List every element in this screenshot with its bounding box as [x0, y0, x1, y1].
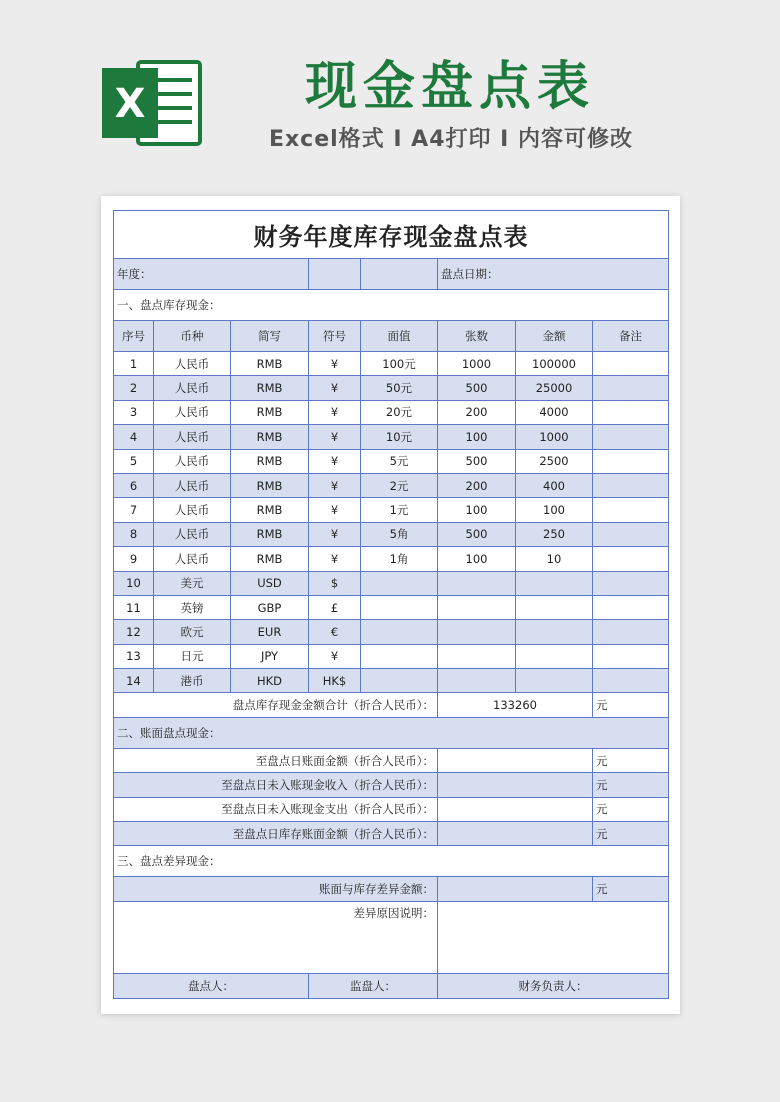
row-remark[interactable]: [593, 547, 669, 571]
row-count[interactable]: 200: [438, 400, 516, 424]
row-symbol: ¥: [309, 376, 361, 400]
row-remark[interactable]: [593, 571, 669, 595]
book-row-unit: 元: [593, 748, 669, 772]
row-count[interactable]: 500: [438, 449, 516, 473]
row-denomination[interactable]: 20元: [361, 400, 438, 424]
row-currency: 人民币: [154, 376, 231, 400]
row-symbol: ¥: [309, 425, 361, 449]
column-header-row: [114, 321, 669, 352]
row-count[interactable]: [438, 571, 516, 595]
row-code: HKD: [231, 669, 309, 693]
row-currency: 人民币: [154, 498, 231, 522]
sheet-title: 财务年度库存现金盘点表: [114, 211, 669, 259]
row-denomination[interactable]: 50元: [361, 376, 438, 400]
col-header-remark: 备注: [593, 321, 669, 352]
counter-signature: 盘点人：: [114, 973, 309, 998]
row-code: RMB: [231, 547, 309, 571]
table-row: [114, 571, 669, 595]
row-count[interactable]: 500: [438, 376, 516, 400]
row-code: RMB: [231, 400, 309, 424]
col-header-currency: 币种: [154, 321, 231, 352]
row-denomination[interactable]: [361, 620, 438, 644]
row-denomination[interactable]: [361, 571, 438, 595]
row-currency: 人民币: [154, 522, 231, 546]
row-amount[interactable]: 1000: [516, 425, 593, 449]
row-symbol: ¥: [309, 547, 361, 571]
row-symbol: ¥: [309, 498, 361, 522]
row-count[interactable]: 200: [438, 473, 516, 497]
book-row-label: 至盘点日库存账面金额（折合人民币）：: [114, 822, 438, 846]
row-seq: 1: [114, 352, 154, 376]
row-seq: 11: [114, 595, 154, 619]
svg-text:X: X: [114, 81, 146, 127]
row-amount[interactable]: [516, 595, 593, 619]
row-remark[interactable]: [593, 669, 669, 693]
count-date-label: 盘点日期：: [438, 259, 669, 290]
row-amount[interactable]: [516, 571, 593, 595]
book-row-label: 至盘点日账面金额（折合人民币）：: [114, 748, 438, 772]
row-seq: 2: [114, 376, 154, 400]
row-code: RMB: [231, 425, 309, 449]
row-currency: 日元: [154, 644, 231, 668]
row-code: RMB: [231, 449, 309, 473]
row-currency: 人民币: [154, 473, 231, 497]
row-count[interactable]: 1000: [438, 352, 516, 376]
row-remark[interactable]: [593, 425, 669, 449]
row-count[interactable]: 500: [438, 522, 516, 546]
table-row: [114, 498, 669, 522]
finance-signature: 财务负责人：: [438, 973, 669, 998]
book-row-value[interactable]: [438, 748, 593, 772]
row-count[interactable]: [438, 595, 516, 619]
row-seq: 13: [114, 644, 154, 668]
row-count[interactable]: [438, 644, 516, 668]
book-row-label: 至盘点日未入账现金支出（折合人民币）：: [114, 797, 438, 821]
table-row: [114, 595, 669, 619]
difference-unit: 元: [593, 877, 669, 901]
book-row-unit: 元: [593, 822, 669, 846]
row-currency: 人民币: [154, 425, 231, 449]
row-count[interactable]: [438, 620, 516, 644]
row-currency: 港币: [154, 669, 231, 693]
row-remark[interactable]: [593, 620, 669, 644]
row-amount[interactable]: 2500: [516, 449, 593, 473]
row-code: EUR: [231, 620, 309, 644]
year-value-cell[interactable]: [309, 259, 361, 290]
row-symbol: €: [309, 620, 361, 644]
col-header-count: 张数: [438, 321, 516, 352]
book-row-unit: 元: [593, 797, 669, 821]
table-row: [114, 644, 669, 668]
table-row: [114, 473, 669, 497]
row-currency: 人民币: [154, 352, 231, 376]
table-row: [114, 522, 669, 546]
row-currency: 美元: [154, 571, 231, 595]
row-amount[interactable]: 100000: [516, 352, 593, 376]
row-remark[interactable]: [593, 376, 669, 400]
row-amount[interactable]: [516, 620, 593, 644]
row-symbol: $: [309, 571, 361, 595]
col-header-amount: 金额: [516, 321, 593, 352]
col-header-code: 简写: [231, 321, 309, 352]
row-amount[interactable]: 100: [516, 498, 593, 522]
book-row-value[interactable]: [438, 822, 593, 846]
section-heading-1: 一、盘点库存现金：: [114, 290, 669, 321]
row-seq: 7: [114, 498, 154, 522]
row-symbol: £: [309, 595, 361, 619]
row-remark[interactable]: [593, 522, 669, 546]
book-row-value[interactable]: [438, 797, 593, 821]
row-code: RMB: [231, 376, 309, 400]
row-currency: 人民币: [154, 547, 231, 571]
table-row: [114, 449, 669, 473]
row-count[interactable]: [438, 669, 516, 693]
row-seq: 14: [114, 669, 154, 693]
row-seq: 5: [114, 449, 154, 473]
reason-label: 差异原因说明：: [114, 901, 438, 973]
row-denomination[interactable]: [361, 669, 438, 693]
col-header-symbol: 符号: [309, 321, 361, 352]
row-denomination[interactable]: [361, 595, 438, 619]
row-denomination[interactable]: 1角: [361, 547, 438, 571]
row-seq: 8: [114, 522, 154, 546]
row-currency: 英镑: [154, 595, 231, 619]
row-code: RMB: [231, 522, 309, 546]
excel-logo-icon: [100, 58, 204, 148]
row-seq: 10: [114, 571, 154, 595]
row-denomination[interactable]: 5角: [361, 522, 438, 546]
row-denomination[interactable]: 10元: [361, 425, 438, 449]
row-seq: 3: [114, 400, 154, 424]
row-count[interactable]: 100: [438, 547, 516, 571]
table-row: [114, 620, 669, 644]
section-heading-3: 三、盘点差异现金：: [114, 846, 669, 877]
book-row-label: 至盘点日未入账现金收入（折合人民币）：: [114, 773, 438, 797]
row-denomination[interactable]: [361, 644, 438, 668]
row-currency: 人民币: [154, 400, 231, 424]
row-code: RMB: [231, 498, 309, 522]
row-denomination[interactable]: 5元: [361, 449, 438, 473]
row-amount[interactable]: 4000: [516, 400, 593, 424]
row-currency: 人民币: [154, 449, 231, 473]
book-row-value[interactable]: [438, 773, 593, 797]
table-row: [114, 400, 669, 424]
row-seq: 12: [114, 620, 154, 644]
table-row: [114, 376, 669, 400]
col-header-seq: 序号: [114, 321, 154, 352]
row-denomination[interactable]: 1元: [361, 498, 438, 522]
page-subtitle: Excel格式 I A4打印 I 内容可修改: [268, 127, 634, 152]
row-symbol: ¥: [309, 400, 361, 424]
row-remark[interactable]: [593, 400, 669, 424]
row-symbol: ¥: [309, 352, 361, 376]
row-amount[interactable]: [516, 669, 593, 693]
section-heading-2: 二、账面盘点现金：: [114, 717, 669, 748]
reason-value[interactable]: [438, 901, 669, 973]
row-amount[interactable]: 10: [516, 547, 593, 571]
col-header-denomination: 面值: [361, 321, 438, 352]
row-count[interactable]: 100: [438, 425, 516, 449]
table-row: [114, 669, 669, 693]
table-row: [114, 352, 669, 376]
row-denomination[interactable]: 2元: [361, 473, 438, 497]
total-value[interactable]: 133260: [438, 693, 593, 717]
row-code: USD: [231, 571, 309, 595]
total-unit: 元: [593, 693, 669, 717]
blank-cell[interactable]: [361, 259, 438, 290]
row-symbol: ¥: [309, 522, 361, 546]
row-amount[interactable]: 400: [516, 473, 593, 497]
row-code: RMB: [231, 352, 309, 376]
row-amount[interactable]: [516, 644, 593, 668]
row-seq: 9: [114, 547, 154, 571]
row-code: JPY: [231, 644, 309, 668]
row-remark[interactable]: [593, 449, 669, 473]
row-seq: 6: [114, 473, 154, 497]
row-count[interactable]: 100: [438, 498, 516, 522]
row-symbol: ¥: [309, 644, 361, 668]
page-header: [0, 0, 780, 185]
year-label: 年度：: [114, 259, 309, 290]
currency-rows: [114, 352, 669, 693]
row-denomination[interactable]: 100元: [361, 352, 438, 376]
row-seq: 4: [114, 425, 154, 449]
row-code: RMB: [231, 473, 309, 497]
total-label: 盘点库存现金金额合计（折合人民币）：: [114, 693, 438, 717]
spreadsheet-page: [101, 196, 680, 1014]
table-row: [114, 425, 669, 449]
row-remark[interactable]: [593, 352, 669, 376]
table-row: [114, 547, 669, 571]
row-symbol: ¥: [309, 449, 361, 473]
difference-value[interactable]: [438, 877, 593, 901]
row-remark[interactable]: [593, 498, 669, 522]
difference-label: 账面与库存差异金额：: [114, 877, 438, 901]
supervisor-signature: 监盘人：: [309, 973, 438, 998]
book-row-unit: 元: [593, 773, 669, 797]
row-symbol: ¥: [309, 473, 361, 497]
cash-count-table: [113, 210, 669, 999]
page-title: 现金盘点表: [304, 57, 595, 117]
row-remark[interactable]: [593, 473, 669, 497]
row-code: GBP: [231, 595, 309, 619]
row-symbol: HK$: [309, 669, 361, 693]
row-remark[interactable]: [593, 644, 669, 668]
row-currency: 欧元: [154, 620, 231, 644]
row-remark[interactable]: [593, 595, 669, 619]
row-amount[interactable]: 250: [516, 522, 593, 546]
row-amount[interactable]: 25000: [516, 376, 593, 400]
